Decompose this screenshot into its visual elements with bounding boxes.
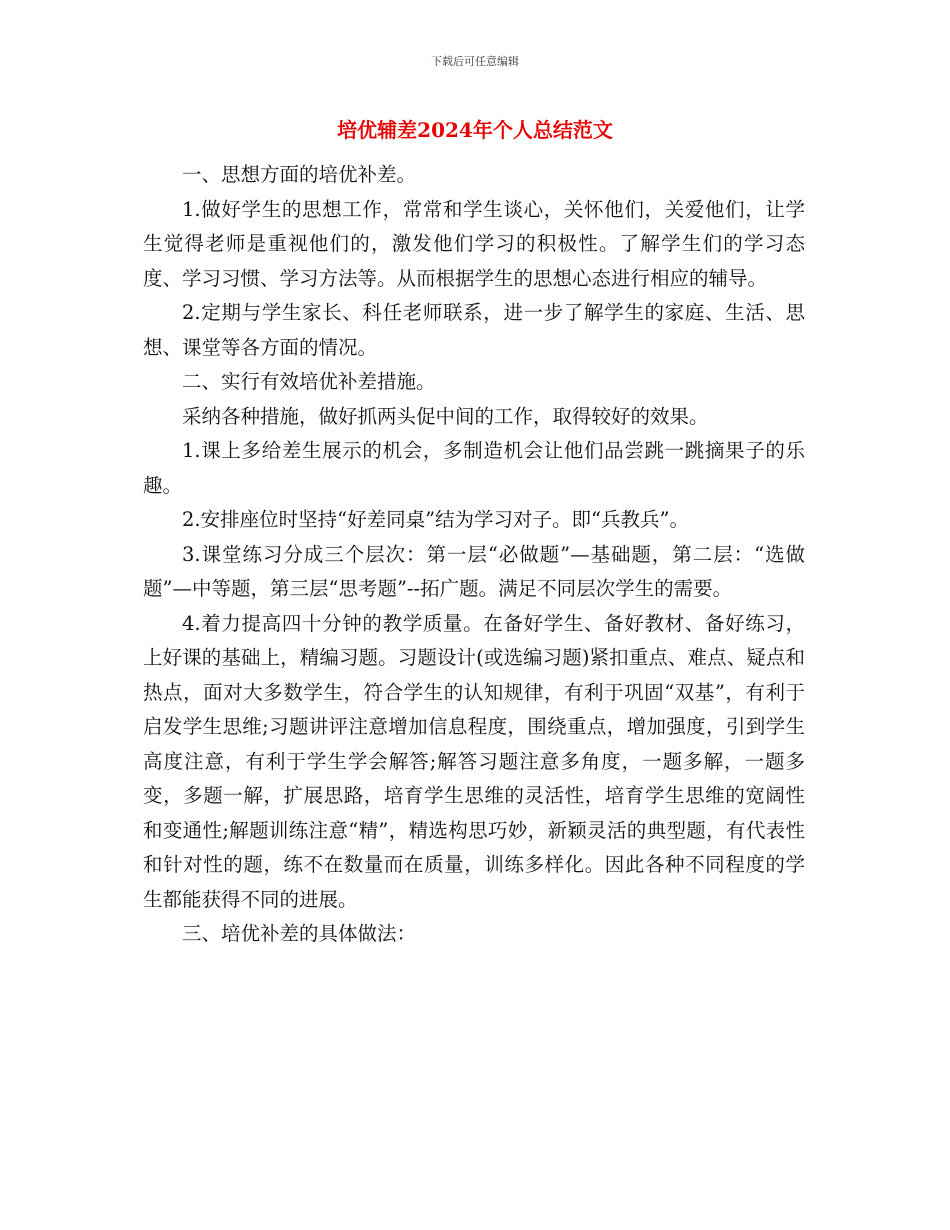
paragraph-5: 采纳各种措施，做好抓两头促中间的工作，取得较好的效果。 <box>182 404 709 428</box>
paragraph-1: 一、思想方面的培优补差。 <box>182 163 417 186</box>
document-body <box>143 158 805 952</box>
paragraph-2: 1.做好学生的思想工作，常常和学生谈心，关怀他们，关爱他们，让学生觉得老师是重视他们的，激发他们学习的积极性。了解学生们的学习态度、学习习惯、学习方法等。从而根据学生的思想心态进行相应的辅导。 <box>143 197 805 290</box>
paragraph-9: 4.着力提高四十分钟的教学质量。在备好学生、备好教材、备好练习，上好课的基础上，精编习题。习题设计(或选编习题)紧扣重点、难点、疑点和热点，面对大多数学生，符合学生的认知规律，有利于巩固“双基”，有利于启发学生思维;习题讲评注意增加信息程度，围绕重点，增加强度，引到学生高度注意，有利于学生学会解答;解答习题注意多角度，一题多解，一题多变，多题一解，扩展思路，培育学生思维的灵活性，培育学生思维的宽阔性和变通性;解题训练注意“精”，精选构思巧妙，新颖灵活的典型题，有代表性和针对性的题，练不在数量而在质量，训练多样化。因此各种不同程度的学生都能获得不同的进展。 <box>143 611 805 911</box>
document-title: 培优辅差2024年个人总结范文 <box>337 118 613 142</box>
paragraph-4: 二、实行有效培优补差措施。 <box>182 370 436 393</box>
paragraph-6: 1.课上多给差生展示的机会，多制造机会让他们品尝跳一跳摘果子的乐趣。 <box>143 439 805 497</box>
paragraph-7: 2.安排座位时坚持“好差同桌”结为学习对子。即“兵教兵”。 <box>182 508 689 531</box>
paragraph-8: 3.课堂练习分成三个层次：第一层“必做题”—基础题，第二层：“选做题”—中等题，第三层“思考题”--拓广题。满足不同层次学生的需要。 <box>143 542 805 600</box>
paragraph-3: 2.定期与学生家长、科任老师联系，进一步了解学生的家庭、生活、思想、课堂等各方面的情况。 <box>143 301 805 359</box>
page-header: 下载后可任意编辑 <box>431 55 519 68</box>
paragraph-10: 三、培优补差的具体做法： <box>182 922 417 945</box>
